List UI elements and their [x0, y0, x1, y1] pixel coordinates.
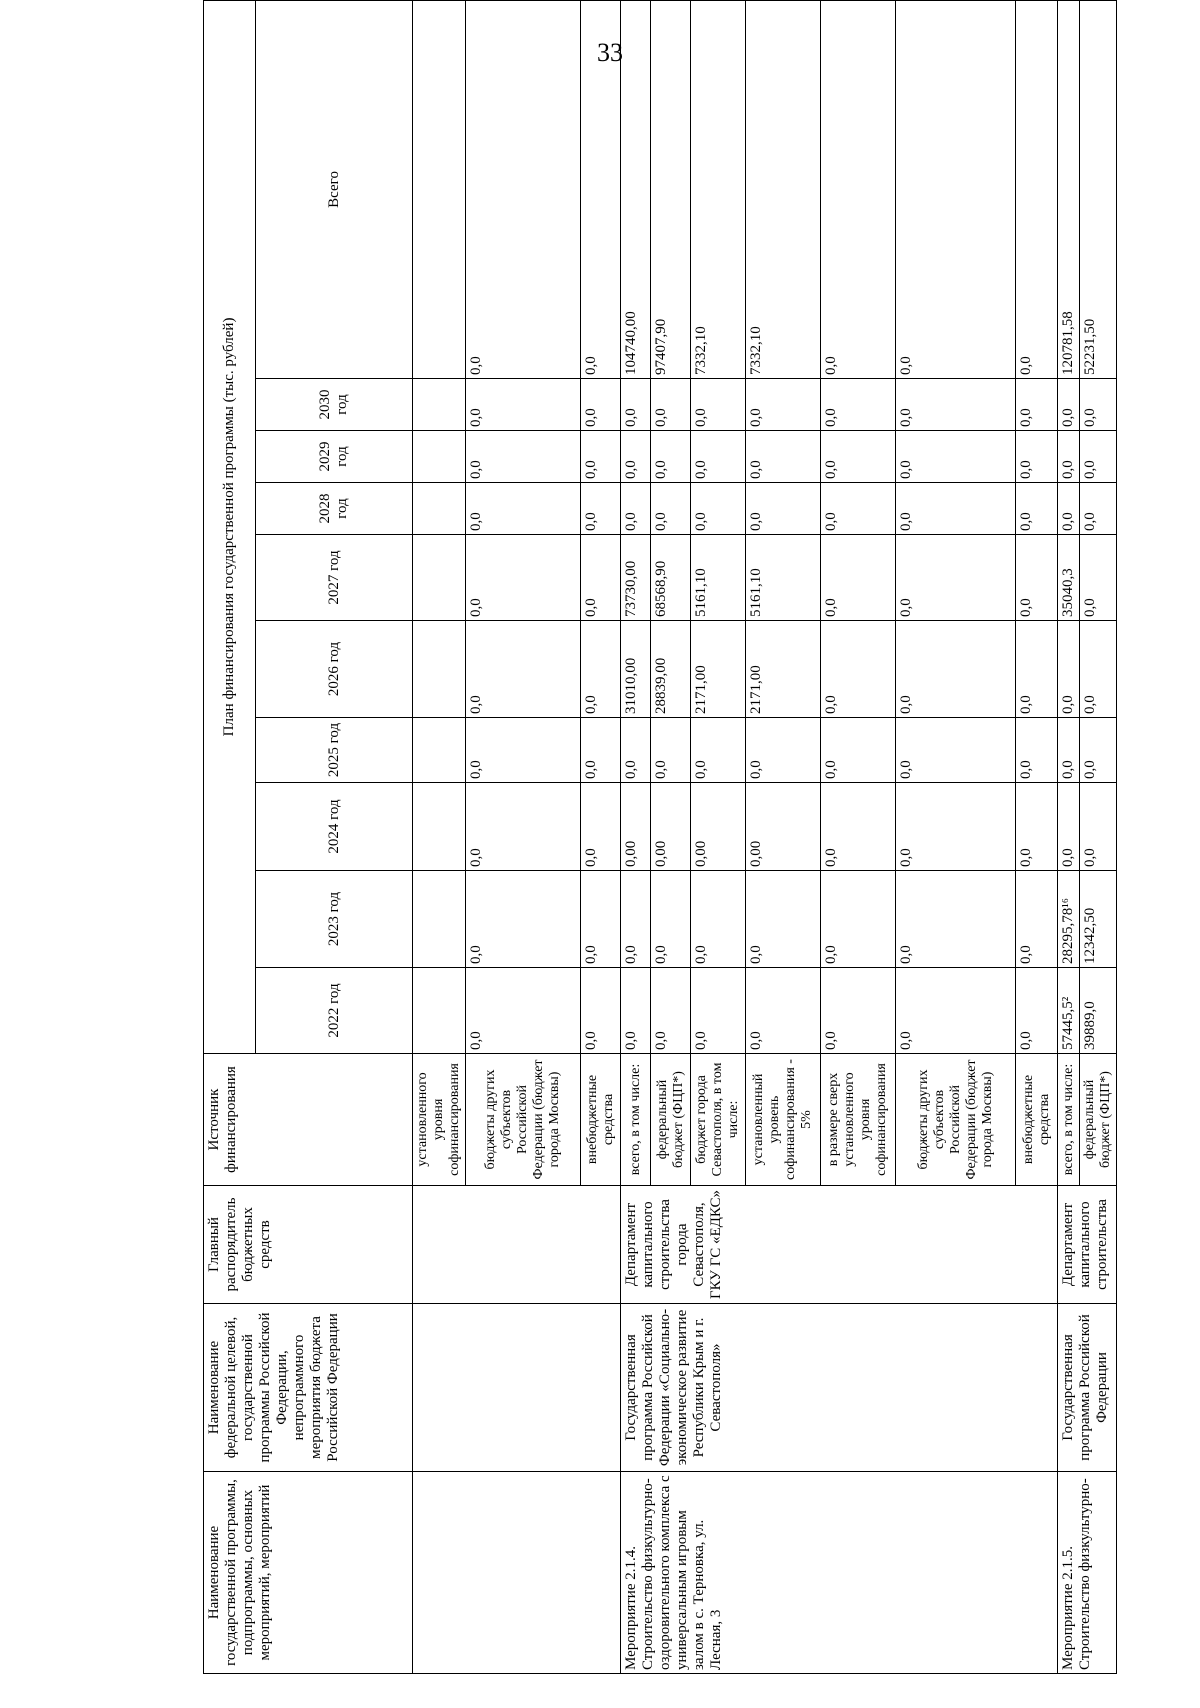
value-cell: 0,0: [821, 621, 896, 718]
header-year: 2025 год: [256, 718, 413, 783]
total-cell: 97407,90: [651, 0, 691, 378]
measure-2-1-4-federal: Государственная программа Российской Федерации «Социально-экономическое развитие Республики Крым и г. Севастополя»: [621, 1304, 1058, 1472]
value-cell: 0,00: [746, 783, 821, 871]
value-cell: 0,0: [651, 871, 691, 968]
header-year: 2029 год: [256, 431, 413, 483]
value-cell: 0,0: [1058, 431, 1080, 483]
value-cell: 0,0: [1080, 783, 1117, 871]
value-cell: 0,0: [821, 379, 896, 431]
value-cell: 0,0: [621, 968, 651, 1054]
source-cell: всего, в том числе:: [621, 1054, 651, 1186]
source-cell: установленный уровень софинансирования - 5%: [746, 1054, 821, 1186]
value-cell: 0,0: [896, 379, 1016, 431]
measure-2-1-5-federal: Государственная программа Российской Федерации: [1058, 1304, 1117, 1472]
header-total: Всего: [256, 0, 413, 378]
value-cell: 0,0: [466, 379, 581, 431]
value-cell: [413, 535, 466, 621]
header-year: 2026 год: [256, 621, 413, 718]
value-cell: 0,00: [691, 783, 746, 871]
financing-table-wrapper: [203, 101, 1113, 1674]
value-cell: 0,0: [746, 379, 821, 431]
source-cell: федеральный бюджет (ФЦП*): [651, 1054, 691, 1186]
value-cell: 73730,00: [621, 535, 651, 621]
value-cell: 0,0: [1016, 483, 1058, 535]
value-cell: 5161,10: [746, 535, 821, 621]
value-cell: 0,0: [746, 871, 821, 968]
value-cell: 12342,50: [1080, 871, 1117, 968]
value-cell: 0,0: [581, 871, 621, 968]
value-cell: 31010,00: [621, 621, 651, 718]
value-cell: 0,0: [1080, 483, 1117, 535]
value-cell: 0,0: [746, 431, 821, 483]
header-program: Наименование государственной программы, подпрограммы, основных мероприятий, мероприятий: [204, 1472, 413, 1674]
value-cell: 0,0: [466, 783, 581, 871]
value-cell: 57445,5²: [1058, 968, 1080, 1054]
value-cell: 0,0: [746, 968, 821, 1054]
value-cell: 0,0: [621, 431, 651, 483]
measure-2-1-5-manager: Департамент капитального строительства: [1058, 1186, 1117, 1304]
source-cell: внебюджетные средства: [581, 1054, 621, 1186]
value-cell: 0,0: [821, 483, 896, 535]
header-source: Источник финансирования: [204, 1054, 413, 1186]
total-cell: 0,0: [896, 0, 1016, 378]
header-year: 2024 год: [256, 783, 413, 871]
measure-2-1-4-manager: Департамент капитального строительства города Севастополя, ГКУ ГС «ЕДКС»: [621, 1186, 1058, 1304]
source-cell: бюджеты других субъектов Российской Федерации (бюджет города Москвы): [896, 1054, 1016, 1186]
total-cell: 7332,10: [746, 0, 821, 378]
value-cell: 0,0: [466, 718, 581, 783]
value-cell: 0,0: [1080, 535, 1117, 621]
value-cell: 2171,00: [746, 621, 821, 718]
value-cell: 0,0: [1080, 718, 1117, 783]
value-cell: 0,0: [1058, 783, 1080, 871]
value-cell: 0,0: [651, 968, 691, 1054]
total-cell: 0,0: [821, 0, 896, 378]
value-cell: 0,0: [1058, 621, 1080, 718]
value-cell: 0,0: [1080, 379, 1117, 431]
value-cell: 0,0: [896, 535, 1016, 621]
table-row: [1058, 0, 1080, 1673]
value-cell: 0,0: [896, 718, 1016, 783]
value-cell: [413, 783, 466, 871]
value-cell: 0,0: [1058, 718, 1080, 783]
source-cell: бюджет города Севастополя, в том числе:: [691, 1054, 746, 1186]
value-cell: 0,0: [1080, 621, 1117, 718]
value-cell: 0,0: [1058, 379, 1080, 431]
value-cell: 0,0: [821, 871, 896, 968]
value-cell: 0,0: [581, 535, 621, 621]
value-cell: 0,0: [651, 431, 691, 483]
prev-measure-program: [413, 1472, 621, 1674]
total-cell: 120781,58: [1058, 0, 1080, 378]
value-cell: 0,0: [1016, 968, 1058, 1054]
measure-2-1-5-program: Мероприятие 2.1.5. Строительство физкультурно-: [1058, 1472, 1117, 1674]
value-cell: 0,0: [1016, 621, 1058, 718]
value-cell: 0,0: [1016, 535, 1058, 621]
value-cell: 0,0: [896, 871, 1016, 968]
value-cell: 0,0: [651, 379, 691, 431]
value-cell: 0,0: [466, 483, 581, 535]
header-year: 2023 год: [256, 871, 413, 968]
total-cell: 52231,50: [1080, 0, 1117, 378]
value-cell: [413, 871, 466, 968]
value-cell: [413, 431, 466, 483]
value-cell: 0,0: [896, 483, 1016, 535]
source-cell: установленного уровня софинансирования: [413, 1054, 466, 1186]
value-cell: [413, 483, 466, 535]
prev-measure-manager: [413, 1186, 621, 1304]
value-cell: 0,0: [821, 718, 896, 783]
table-row: [413, 0, 466, 1673]
value-cell: 0,0: [581, 431, 621, 483]
value-cell: [413, 621, 466, 718]
value-cell: [413, 379, 466, 431]
value-cell: 5161,10: [691, 535, 746, 621]
value-cell: [413, 968, 466, 1054]
value-cell: 0,0: [896, 621, 1016, 718]
value-cell: 0,0: [896, 783, 1016, 871]
value-cell: 39889,0: [1080, 968, 1117, 1054]
header-year: 2030 год: [256, 379, 413, 431]
value-cell: 0,0: [466, 968, 581, 1054]
table-row: [621, 0, 651, 1673]
total-cell: 7332,10: [691, 0, 746, 378]
total-cell: [413, 0, 466, 378]
value-cell: 0,0: [691, 483, 746, 535]
total-cell: 0,0: [1016, 0, 1058, 378]
value-cell: 0,0: [621, 871, 651, 968]
value-cell: 0,0: [621, 379, 651, 431]
value-cell: 0,0: [651, 718, 691, 783]
total-cell: 104740,00: [621, 0, 651, 378]
value-cell: 0,0: [821, 783, 896, 871]
header-year: 2027 год: [256, 535, 413, 621]
value-cell: 0,0: [821, 535, 896, 621]
value-cell: 0,0: [466, 871, 581, 968]
value-cell: 0,0: [466, 535, 581, 621]
source-cell: всего, в том числе:: [1058, 1054, 1080, 1186]
value-cell: 68568,90: [651, 535, 691, 621]
value-cell: 0,0: [1080, 431, 1117, 483]
value-cell: 0,0: [581, 968, 621, 1054]
value-cell: 0,0: [621, 718, 651, 783]
value-cell: 0,0: [581, 783, 621, 871]
header-plan: План финансирования государственной программы (тыс. рублей): [204, 0, 256, 1053]
value-cell: 0,0: [581, 379, 621, 431]
value-cell: 0,0: [896, 431, 1016, 483]
value-cell: 0,0: [691, 718, 746, 783]
value-cell: 0,0: [691, 431, 746, 483]
value-cell: 0,0: [1016, 718, 1058, 783]
header-manager: Главный распорядитель бюджетных средств: [204, 1186, 413, 1304]
page-number: 33: [597, 38, 623, 67]
value-cell: 0,0: [466, 431, 581, 483]
value-cell: 28295,78¹⁶: [1058, 871, 1080, 968]
source-cell: федеральный бюджет (ФЦП*): [1080, 1054, 1117, 1186]
measure-2-1-4-program: Мероприятие 2.1.4. Строительство физкультурно-оздоровительного комплекса с универсальным игровым залом в с. Терновка, ул. Лесная, 3: [621, 1472, 1058, 1674]
value-cell: 0,0: [1016, 871, 1058, 968]
total-cell: 0,0: [581, 0, 621, 378]
value-cell: 0,0: [691, 871, 746, 968]
header-year: 2028 год: [256, 483, 413, 535]
source-cell: внебюджетные средства: [1016, 1054, 1058, 1186]
header-federal-program: Наименование федеральной целевой, государственной программы Российской Федерации, непрограммного мероприятия бюджета Российской Федерации: [204, 1304, 413, 1472]
value-cell: 0,0: [1016, 431, 1058, 483]
value-cell: 0,0: [466, 621, 581, 718]
value-cell: 0,0: [746, 483, 821, 535]
value-cell: [413, 718, 466, 783]
value-cell: 0,0: [691, 379, 746, 431]
value-cell: 0,0: [581, 621, 621, 718]
prev-measure-federal: [413, 1304, 621, 1472]
source-cell: бюджеты других субъектов Российской Федерации (бюджет города Москвы): [466, 1054, 581, 1186]
value-cell: 2171,00: [691, 621, 746, 718]
financing-table: [203, 0, 1117, 1674]
value-cell: 0,0: [651, 483, 691, 535]
value-cell: 0,0: [1016, 379, 1058, 431]
total-cell: 0,0: [466, 0, 581, 378]
value-cell: 0,0: [581, 483, 621, 535]
value-cell: 0,00: [651, 783, 691, 871]
value-cell: 0,0: [1058, 483, 1080, 535]
value-cell: 0,0: [1016, 783, 1058, 871]
value-cell: 0,0: [896, 968, 1016, 1054]
value-cell: 35040,3: [1058, 535, 1080, 621]
value-cell: 0,0: [621, 483, 651, 535]
value-cell: 0,0: [821, 968, 896, 1054]
header-year: 2022 год: [256, 968, 413, 1054]
value-cell: 0,00: [621, 783, 651, 871]
value-cell: 0,0: [821, 431, 896, 483]
source-cell: в размере сверх установленного уровня софинансирования: [821, 1054, 896, 1186]
value-cell: 0,0: [746, 718, 821, 783]
value-cell: 28839,00: [651, 621, 691, 718]
value-cell: 0,0: [691, 968, 746, 1054]
value-cell: 0,0: [581, 718, 621, 783]
